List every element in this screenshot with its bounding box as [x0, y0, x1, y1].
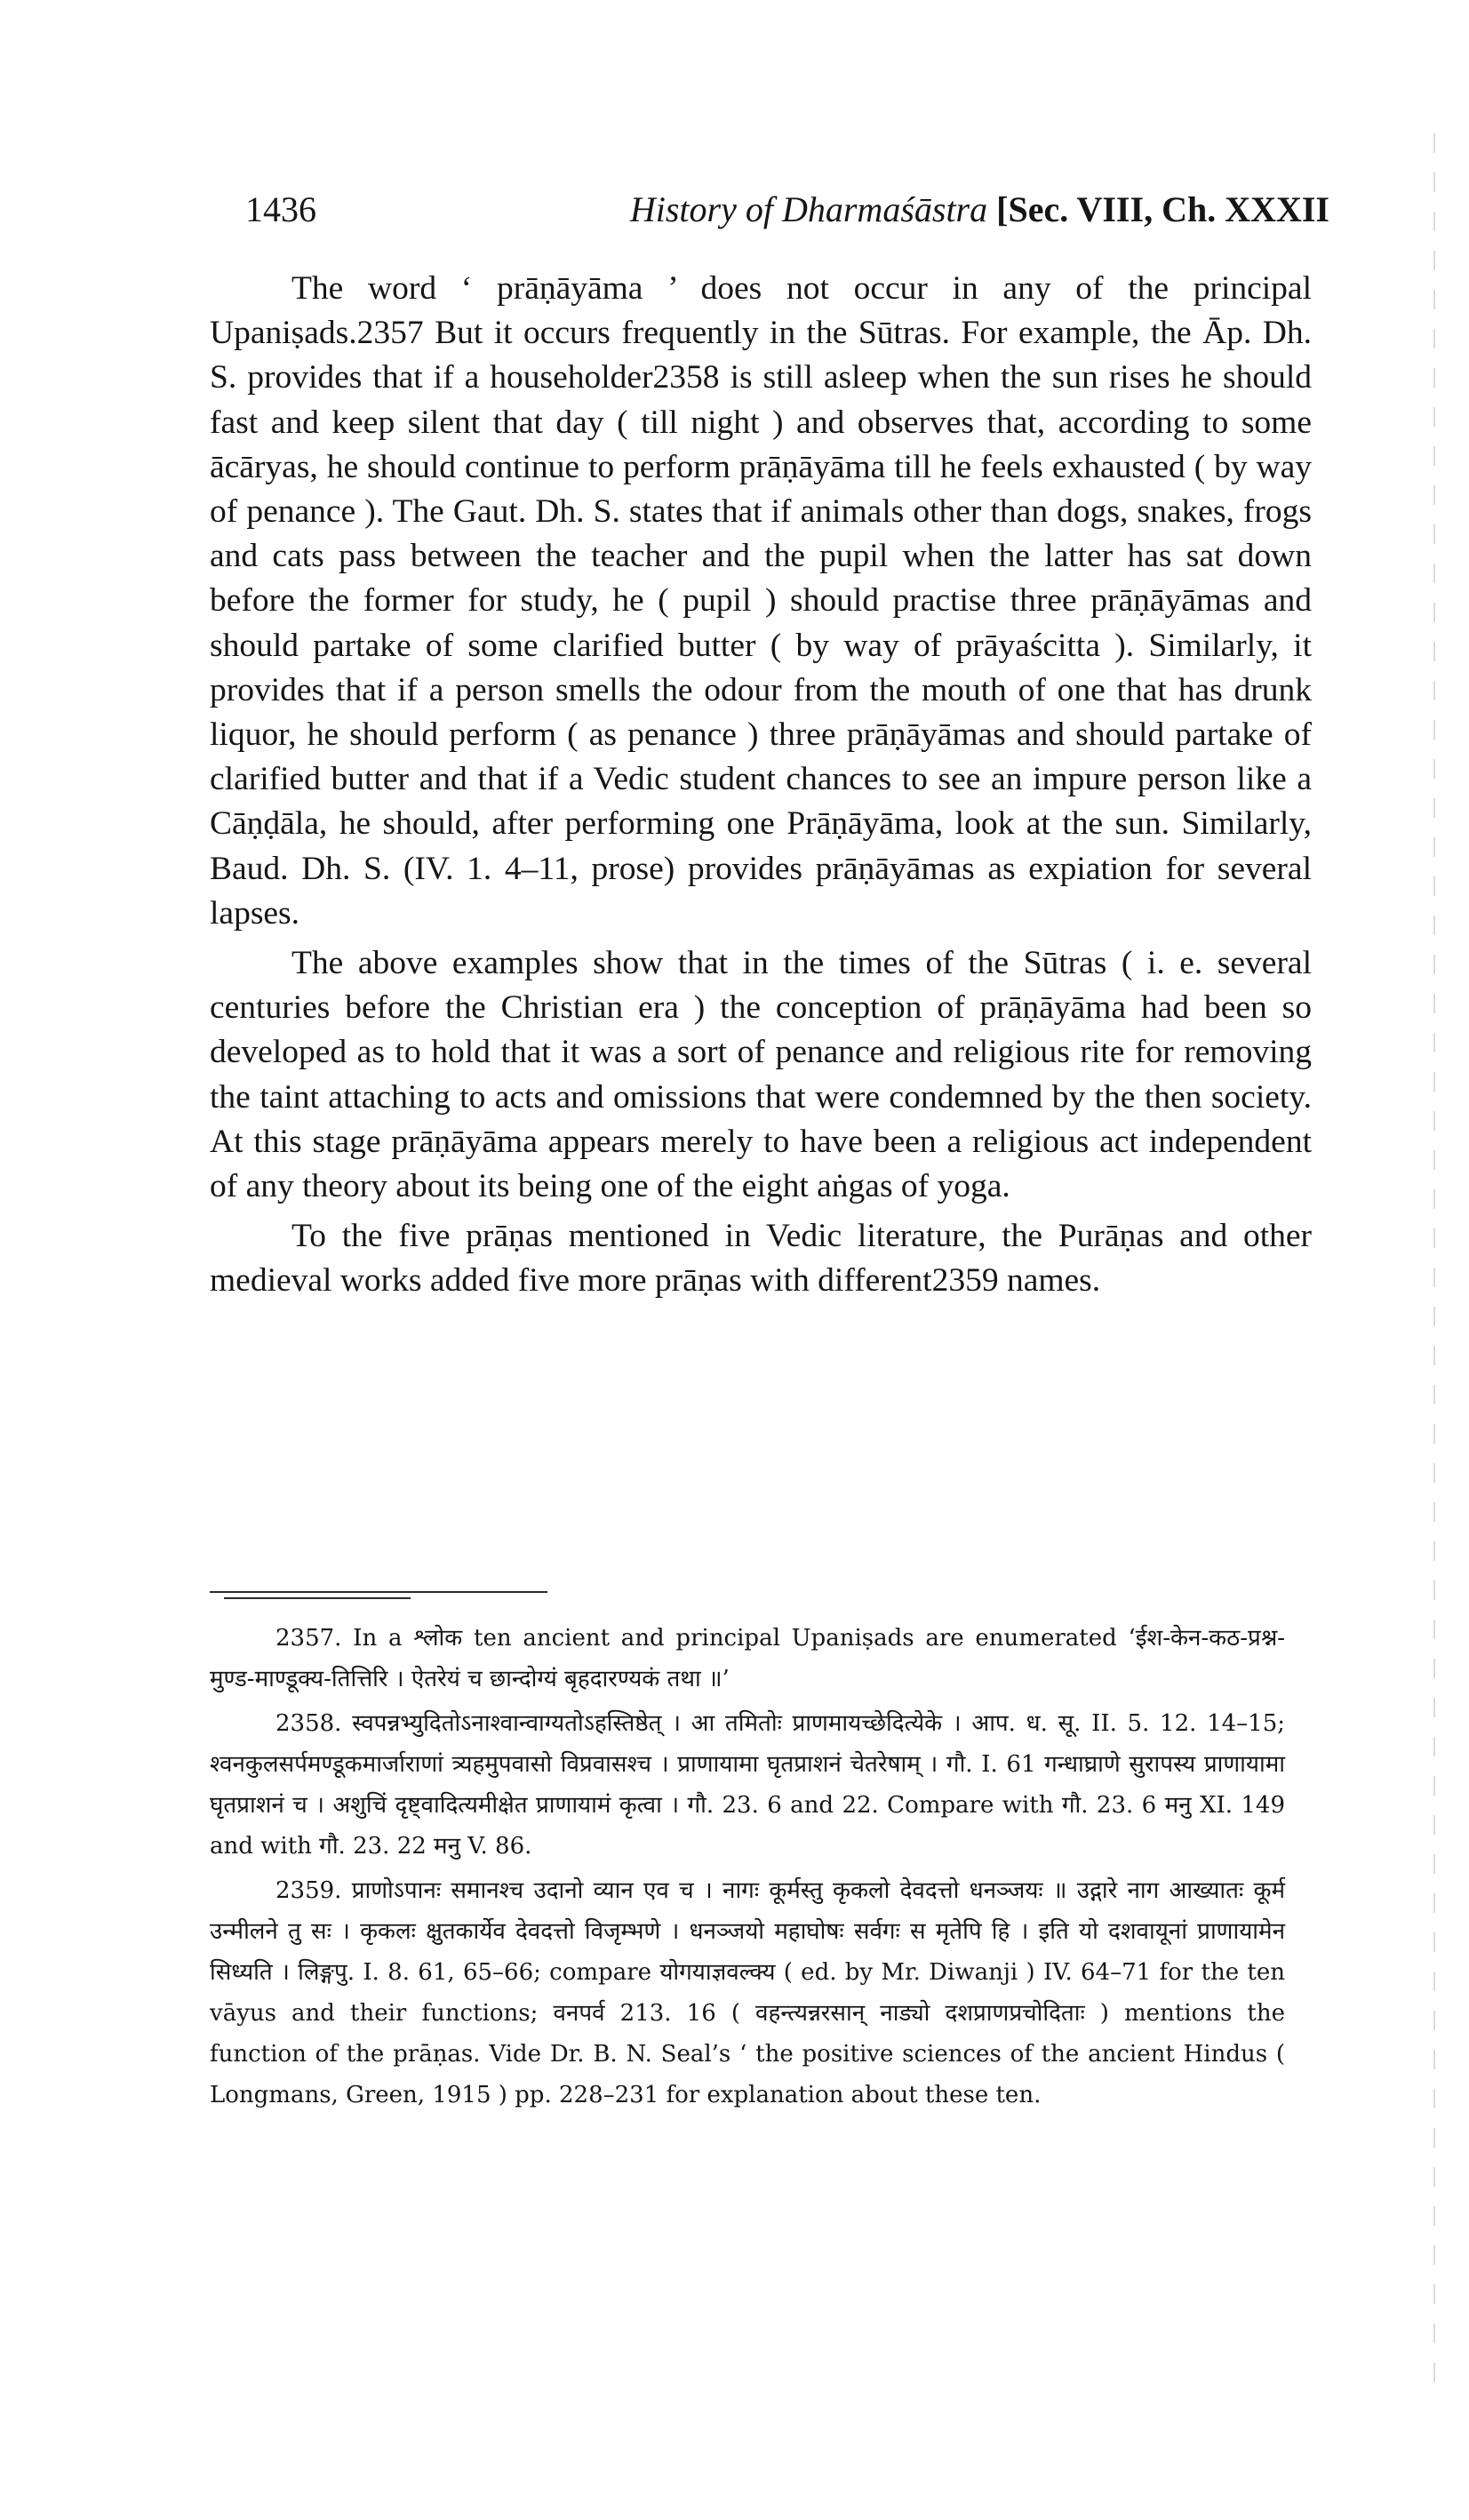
running-head	[630, 188, 1329, 230]
footnote-rule	[210, 1591, 547, 1593]
page-header	[245, 188, 1329, 242]
section-reference: [Sec. VIII, Ch. XXXII	[996, 189, 1329, 229]
book-title: History of Dharmaśāstra	[629, 189, 988, 229]
paragraph-five-pranas: To the five prāṇas mentioned in Vedic literature, the Purāṇas and other medieval works added five more prāṇas with different2359 names.	[210, 1218, 1312, 1300]
footnotes	[210, 1618, 1285, 2116]
footnote-rule-short	[224, 1597, 411, 1599]
paragraph-sutra-examples: The above examples show that in the times of the Sūtras ( i. e. several centuries before the Christian era ) the conception of prāṇāyāma had been so developed as to hold that it was a sort of penance and religious rite for removing the taint attaching to acts and omissions that were condemned by the then society. At this stage prāṇāyāma appears merely to have been a religious act independent of any theory about its being one of the eight aṅgas of yoga.	[210, 945, 1312, 1205]
footnote-2357: 2357. In a श्लोक ten ancient and principal Upaniṣads are enumerated ‘ईश-केन-कठ-प्रश्न-मुण्ड-माण्डूक्य-तित्तिरि । ऐतरेयं च छान्दोग्यं बृहदारण्यकं तथा ॥’	[210, 1625, 1285, 1692]
paragraph-pranayama-in-sutras: The word ‘ prāṇāyāma ’ does not occur in any of the principal Upaniṣads.2357 But it occurs frequently in the Sūtras. For example, the Āp. Dh. S. provides that if a householder2358 is still asleep when the sun rises he should fast and keep silent that day ( till night ) and observes that, according to some ācāryas, he should continue to perform prāṇāyāma till he feels exhausted ( by way of penance ). The Gaut. Dh. S. states that if animals other than dogs, snakes, frogs and cats pass between the teacher and the pupil when the latter has sat down before the former for study, he ( pupil ) should practise three prāṇāyāmas and should partake of some clarified butter ( by way of prāyaścitta ). Similarly, it provides that if a person smells the odour from the mouth of one that has drunk liquor, he should perform ( as penance ) three prāṇāyāmas and should partake of clarified butter and that if a Vedic student chances to see an impure person like a Cāṇḍāla, he should, after performing one Prāṇāyāma, look at the sun. Similarly, Baud. Dh. S. (IV. 1. 4–11, prose) provides prāṇāyāmas as expiation for several lapses.	[210, 270, 1312, 932]
main-text	[210, 267, 1312, 1304]
scan-edge-mark	[1433, 133, 1435, 2391]
footnote-2358: 2358. स्वपन्नभ्युदितोऽनाश्वान्वाग्यतोऽहस्तिष्ठेत् । आ तमितोः प्राणमायच्छेदित्येके । आप. ध. सू. II. 5. 12. 14–15; श्वनकुलसर्पमण्डूकमार्जाराणां त्र्यहमुपवासो विप्रवासश्च । प्राणायामा घृतप्राशनं चेतरेषाम् । गौ. I. 61 गन्धाघ्राणे सुरापस्य प्राणायामा घृतप्राशनं च । अशुचिं दृष्ट्वादित्यमीक्षेत प्राणायामं कृत्वा । गौ. 23. 6 and 22. Compare with गौ. 23. 6 मनु XI. 149 and with गौ. 23. 22 मनु V. 86.	[210, 1710, 1285, 1860]
page-number: 1436	[245, 189, 316, 229]
footnote-2359: 2359. प्राणोऽपानः समानश्च उदानो व्यान एव च । नागः कूर्मस्तु कृकलो देवदत्तो धनञ्जयः ॥ उद्गारे नाग आख्यातः कूर्म उन्मीलने तु सः । कृकलः क्षुतकार्येव देवदत्तो विजृम्भणे । धनञ्जयो महाघोषः सर्वगः स मृतेपि हि । इति यो दशवायूनां प्राणायामेन सिध्यति । लिङ्गपु. I. 8. 61, 65–66; compare योगयाज्ञवल्क्य ( ed. by Mr. Diwanji ) IV. 64–71 for the ten vāyus and their functions; वनपर्व 213. 16 ( वहन्त्यन्नरसान् नाड्यो दशप्राणप्रचोदिताः ) mentions the function of the prāṇas. Vide Dr. B. N. Seal’s ‘ the positive sciences of the ancient Hindus ( Longmans, Green, 1915 ) pp. 228–231 for explanation about these ten.	[210, 1877, 1285, 2108]
